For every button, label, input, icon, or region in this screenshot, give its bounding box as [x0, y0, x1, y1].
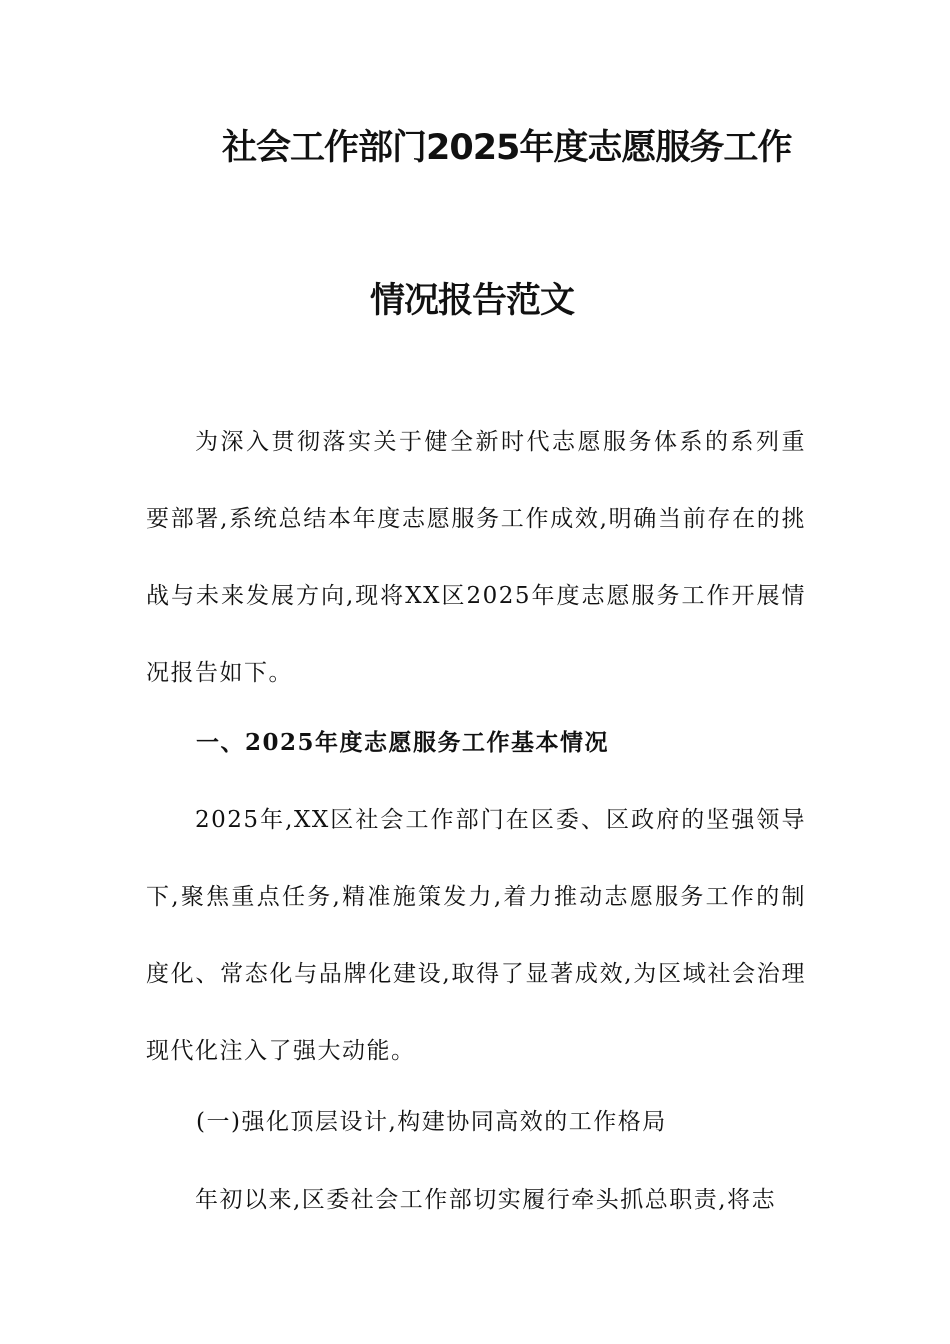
document-title-line1: 社会工作部门2025年度志愿服务工作 [222, 128, 792, 168]
subsection1-heading: (一)强化顶层设计,构建协同高效的工作格局 [196, 1109, 667, 1135]
section1-paragraph: 2025年,XX区社会工作部门在区委、区政府的坚强领导下,聚焦重点任务,精准施策发力,着力推动志愿服务工作的制度化、常态化与品牌化建设,取得了显著成效,为区域社会治理现代化注入了强大动能。 [146, 807, 806, 1064]
section1-heading: 一、2025年度志愿服务工作基本情况 [196, 729, 610, 756]
document-title-line2: 情况报告范文 [370, 281, 575, 321]
intro-paragraph: 为深入贯彻落实关于健全新时代志愿服务体系的系列重要部署,系统总结本年度志愿服务工作成效,明确当前存在的挑战与未来发展方向,现将XX区2025年度志愿服务工作开展情况报告如下。 [146, 429, 806, 686]
subsection1-paragraph: 年初以来,区委社会工作部切实履行牵头抓总职责,将志 [195, 1187, 777, 1213]
